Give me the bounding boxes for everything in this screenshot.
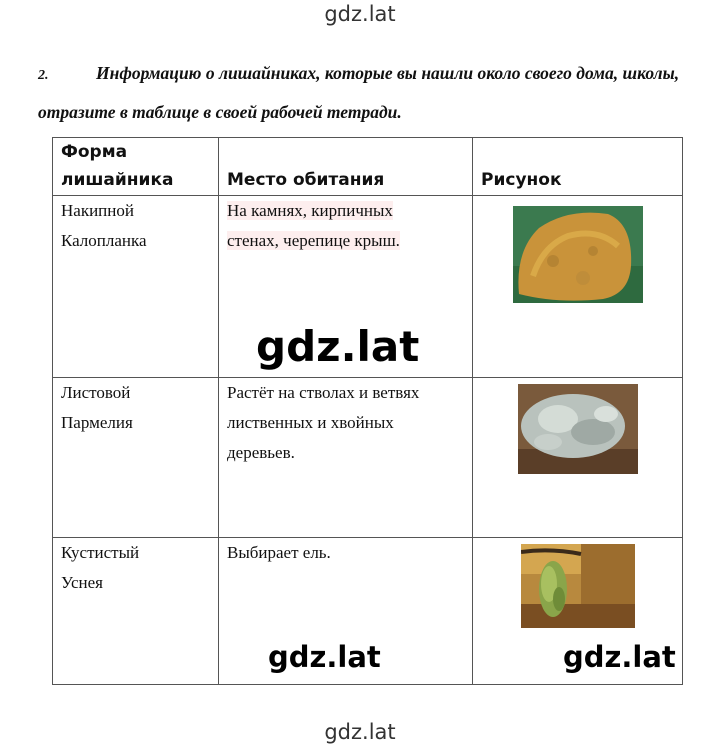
lichen-name: Калопланка xyxy=(61,231,147,250)
watermark-overlay: gdz.lat xyxy=(563,640,676,674)
crustose-lichen-on-stone-icon xyxy=(513,206,643,303)
fruticose-lichen-on-branch-icon xyxy=(521,544,635,628)
habitat-line-2: стенах, черепице крыш. xyxy=(227,231,400,250)
cell-form xyxy=(53,378,219,538)
lichen-name: Уснея xyxy=(61,573,104,592)
habitat-text: Растёт на стволах и ветвях лиственных и хвойных деревьев. xyxy=(227,383,420,462)
cell-picture xyxy=(473,378,683,538)
header-habitat: Место обитания xyxy=(219,138,473,196)
task-statement xyxy=(38,55,688,131)
watermark-overlay: gdz.lat xyxy=(256,322,420,371)
watermark-bottom: gdz.lat xyxy=(324,720,396,744)
lichen-table xyxy=(52,137,683,685)
lichen-name: Пармелия xyxy=(61,413,133,432)
table-header-row xyxy=(53,138,683,196)
habitat-text: Выбирает ель. xyxy=(227,543,331,562)
header-form: Форма лишайника xyxy=(53,138,219,196)
form-type: Листовой xyxy=(61,383,131,402)
habitat-line-1: На камнях, кирпичных xyxy=(227,201,393,220)
cell-habitat xyxy=(219,378,473,538)
form-type: Кустистый xyxy=(61,543,140,562)
header-picture: Рисунок xyxy=(473,138,683,196)
table-row xyxy=(53,378,683,538)
task-text: Информацию о лишайниках, которые вы нашли около своего дома, школы, отразите в таблице в своей рабочей тетради. xyxy=(38,63,680,122)
task-number: 2. xyxy=(38,68,49,83)
cell-picture xyxy=(473,196,683,378)
foliose-lichen-on-bark-icon xyxy=(518,384,638,474)
cell-form xyxy=(53,538,219,685)
form-type: Накипной xyxy=(61,201,134,220)
watermark-overlay: gdz.lat xyxy=(268,640,381,674)
watermark-top: gdz.lat xyxy=(324,2,396,26)
cell-form xyxy=(53,196,219,378)
